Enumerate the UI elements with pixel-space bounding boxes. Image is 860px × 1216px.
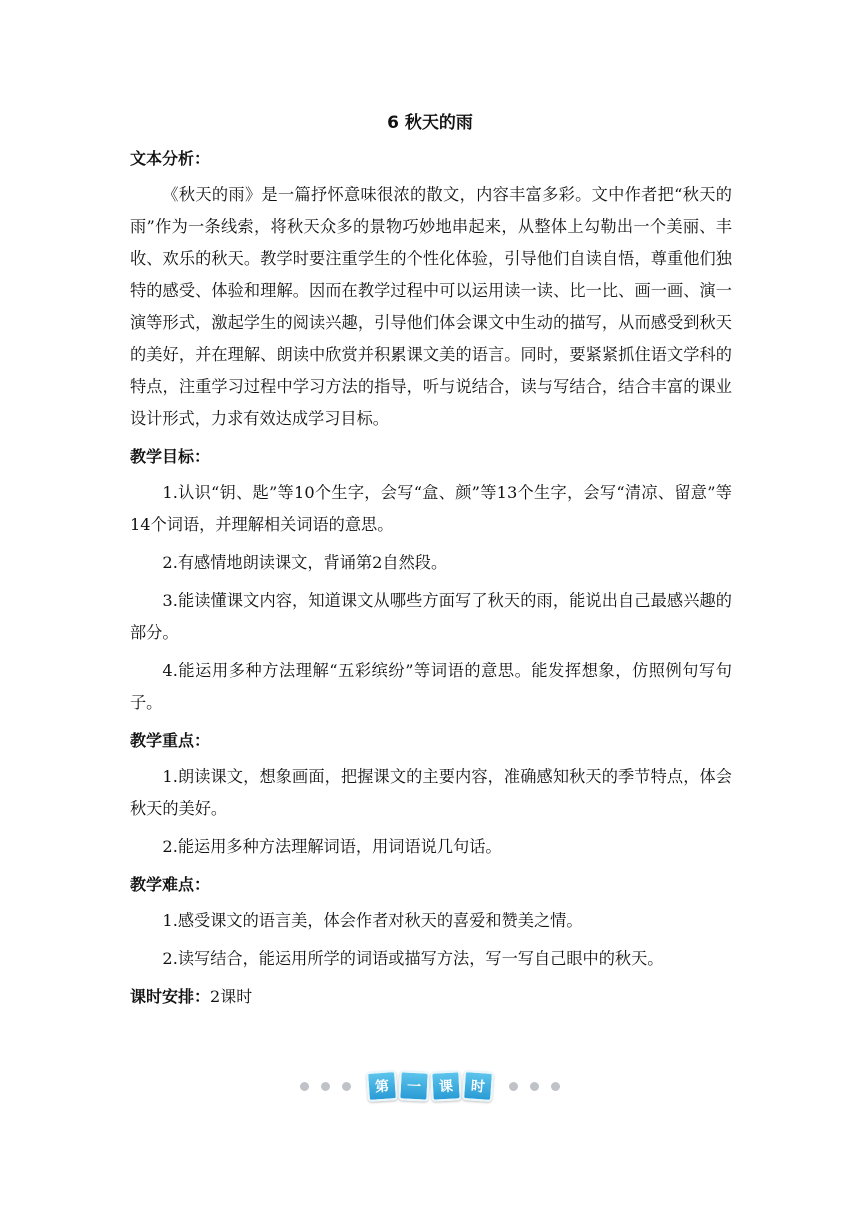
key-point-item: 1.朗读课文，想象画面，把握课文的主要内容，准确感知秋天的季节特点，体会秋天的美好。 — [130, 767, 732, 818]
lesson-banner — [0, 1071, 860, 1101]
difficulty-item: 1.感受课文的语言美，体会作者对秋天的喜爱和赞美之情。 — [162, 911, 583, 930]
difficulty-item: 2.读写结合，能运用所学的词语或描写方法，写一写自己眼中的秋天。 — [162, 949, 664, 968]
lesson-badge — [367, 1071, 493, 1101]
schedule-heading: 课时安排： — [130, 987, 211, 1006]
analysis-paragraph: 《秋天的雨》是一篇抒怀意味很浓的散文，内容丰富多彩。文中作者把“秋天的雨”作为一条线索，将秋天众多的景物巧妙地串起来，从整体上勾勒出一个美丽、丰收、欢乐的秋天。教学时要注重学生的个性化体验，引导他们自读自悟，尊重他们独特的感受、体验和理解。因而在教学过程中可以运用读一读、比一比、画一画、演一演等形式，激起学生的阅读兴趣，引导他们体会课文中生动的描写，从而感受到秋天的美好，并在理解、朗读中欣赏并积累课文美的语言。同时，要紧紧抓住语文学科的特点，注重学习过程中学习方法的指导，听与说结合，读与写结合，结合丰富的课业设计形式，力求有效达成学习目标。 — [130, 185, 732, 428]
key-point-item: 2.能运用多种方法理解词语，用词语说几句话。 — [162, 837, 502, 856]
decorative-dot-icon — [530, 1082, 539, 1091]
goal-item: 3.能读懂课文内容，知道课文从哪些方面写了秋天的雨，能说出自己最感兴趣的部分。 — [130, 591, 732, 642]
document-body — [130, 143, 732, 1017]
badge-char: 课 — [430, 1070, 462, 1102]
decorative-dot-icon — [551, 1082, 560, 1091]
decorative-dot-icon — [342, 1082, 351, 1091]
goal-item: 2.有感情地朗读课文，背诵第2自然段。 — [162, 553, 448, 572]
decorative-dot-icon — [321, 1082, 330, 1091]
badge-char: 第 — [366, 1070, 398, 1102]
difficulties-heading: 教学难点： — [130, 875, 211, 894]
goal-item: 1.认识“钥、匙”等10个生字，会写“盒、颜”等13个生字，会写“清凉、留意”等14个词语，并理解相关词语的意思。 — [130, 483, 732, 534]
key-points-heading: 教学重点： — [130, 731, 211, 750]
schedule-value: 2课时 — [210, 987, 253, 1006]
goals-heading: 教学目标： — [130, 447, 211, 466]
badge-char: 时 — [462, 1070, 494, 1102]
badge-char: 一 — [398, 1070, 430, 1102]
decorative-dot-icon — [300, 1082, 309, 1091]
document-title: 6 秋天的雨 — [387, 113, 473, 133]
analysis-heading: 文本分析： — [130, 149, 211, 168]
goal-item: 4.能运用多种方法理解“五彩缤纷”等词语的意思。能发挥想象，仿照例句写句子。 — [130, 661, 732, 712]
schedule-line — [130, 981, 732, 1013]
decorative-dot-icon — [509, 1082, 518, 1091]
